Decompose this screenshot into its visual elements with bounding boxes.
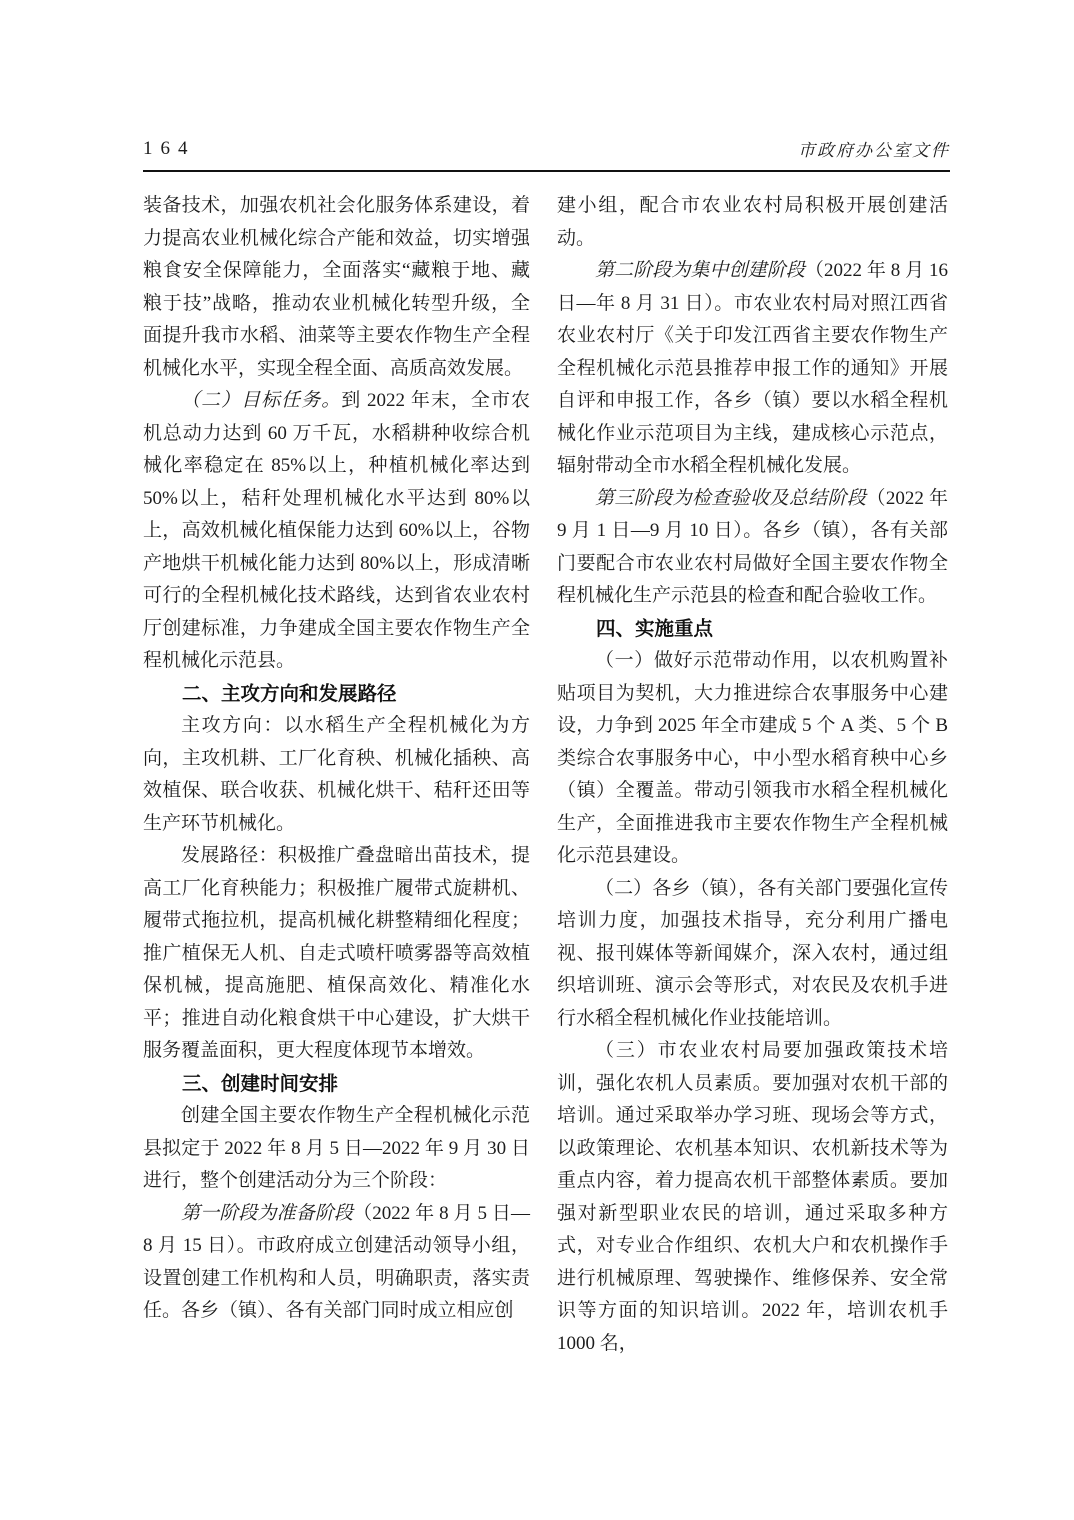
page-number: 164 bbox=[143, 138, 196, 159]
paragraph bbox=[557, 255, 948, 483]
paragraph bbox=[557, 645, 948, 873]
kaiti-lead: 第一阶段为准备阶段 bbox=[181, 1202, 354, 1224]
kaiti-lead: 第二阶段为集中创建阶段 bbox=[595, 260, 805, 281]
paragraph-text: 装备技术，加强农机社会化服务体系建设，着力提高农业机械化综合产能和效益，切实增强粮食安全保障能力，全面落实“藏粮于地、藏粮于技”战略，推动农业机械化转型升级，全面提升我市水稻、油菜等主要农作物生产全程机械化水平，实现全程全面、高质高效发展。 bbox=[143, 195, 530, 379]
section-heading: 三、创建时间安排 bbox=[182, 1072, 339, 1095]
paragraph bbox=[143, 385, 530, 678]
paragraph-text: （二）各乡（镇），各有关部门要强化宣传培训力度，加强技术指导，充分利用广播电视、报刊媒体等新闻媒介，深入农村，通过组织培训班、演示会等形式，对农民及农机手进行水稻全程机械化作业技能培训。 bbox=[557, 877, 948, 1029]
paragraph bbox=[143, 840, 530, 1068]
paragraph bbox=[557, 873, 948, 1036]
paragraph bbox=[143, 1198, 530, 1328]
paragraph bbox=[143, 710, 530, 840]
paragraph-text: （2022 年 9 月 1 日—9 月 10 日）。各乡（镇），各有关部门要配合市农业农村局做好全国主要农作物全程机械化生产示范县的检查和配合验收工作。 bbox=[557, 487, 948, 606]
header-rule bbox=[143, 170, 950, 172]
paragraph-text: 发展路径：积极推广叠盘暗出苗技术，提高工厂化育秧能力；积极推广履带式旋耕机、履带式拖拉机，提高机械化耕整精细化程度；推广植保无人机、自走式喷杆喷雾器等高效植保机械，提高施肥、植保高效化、精准化水平；推进自动化粮食烘干中心建设，扩大烘干服务覆盖面积，更大程度体现节本增效。 bbox=[143, 845, 530, 1061]
paragraph bbox=[557, 1035, 948, 1360]
paragraph bbox=[557, 483, 948, 613]
paragraph-text: （三）市农业农村局要加强政策技术培训，强化农机人员素质。要加强对农机干部的培训。通过采取举办学习班、现场会等方式，以政策理论、农机基本知识、农机新技术等为重点内容，着力提高农机干部整体素质。要加强对新型职业农民的培训，通过采取多种方式，对专业合作组织、农机大户和农机操作手进行机械原理、驾驶操作、维修保养、安全常识等方面的知识培训。2022 年，培训农机手 1000 名， bbox=[557, 1040, 948, 1354]
paragraph bbox=[143, 1100, 530, 1198]
paragraph bbox=[557, 190, 948, 255]
paragraph-text: 创建全国主要农作物生产全程机械化示范县拟定于 2022 年 8 月 5 日—2022 年 9 月 30 日进行，整个创建活动分为三个阶段： bbox=[143, 1105, 530, 1191]
paragraph-text: 到 2022 年末，全市农机总动力达到 60 万千瓦，水稻耕种收综合机械化率稳定在 85%以上，种植机械化率达到 50%以上，秸秆处理机械化水平达到 80%以上，高效机械化植保能力达到 60%以上，谷物产地烘干机械化能力达到 80%以上，形成清晰可行的全程机械化技术路线，达到省农业农村厅创建标准，力争建成全国主要农作物生产全程机械化示范县。 bbox=[143, 390, 530, 671]
paragraph-text: （一）做好示范带动作用，以农机购置补贴项目为契机，大力推进综合农事服务中心建设，力争到 2025 年全市建成 5 个 A 类、5 个 B 类综合农事服务中心，中小型水稻育秧中心乡（镇）全覆盖。带动引领我市水稻全程机械化生产，全面推进我市主要农作物生产全程机械化示范县建设。 bbox=[557, 650, 948, 866]
right-column bbox=[557, 190, 948, 1360]
left-column bbox=[143, 190, 530, 1328]
kaiti-lead: 第三阶段为检查验收及总结阶段 bbox=[595, 487, 867, 509]
paragraph-text: 主攻方向：以水稻生产全程机械化为方向，主攻机耕、工厂化育秧、机械化插秧、高效植保、联合收获、机械化烘干、秸秆还田等生产环节机械化。 bbox=[143, 715, 530, 834]
section-heading: 四、实施重点 bbox=[596, 617, 714, 640]
paragraph-text: 建小组，配合市农业农村局积极开展创建活动。 bbox=[557, 195, 948, 249]
paragraph bbox=[143, 190, 530, 385]
header-doc-label: 市政府办公室文件 bbox=[798, 141, 950, 160]
section-heading: 二、主攻方向和发展路径 bbox=[182, 682, 397, 705]
paragraph-text: （2022 年 8 月 5 日—8 月 15 日）。市政府成立创建活动领导小组，设置创建工作机构和人员，明确职责，落实责任。各乡（镇）、各有关部门同时成立相应创 bbox=[143, 1202, 530, 1321]
paragraph-text: （2022 年 8 月 16 日—年 8 月 31 日）。市农业农村局对照江西省农业农村厅《关于印发江西省主要农作物生产全程机械化示范县推荐申报工作的通知》开展自评和申报工作，各乡（镇）要以水稻全程机械化作业示范项目为主线，建成核心示范点，辐射带动全市水稻全程机械化发展。 bbox=[557, 260, 948, 476]
kaiti-lead: （二）目标任务。 bbox=[181, 390, 342, 411]
